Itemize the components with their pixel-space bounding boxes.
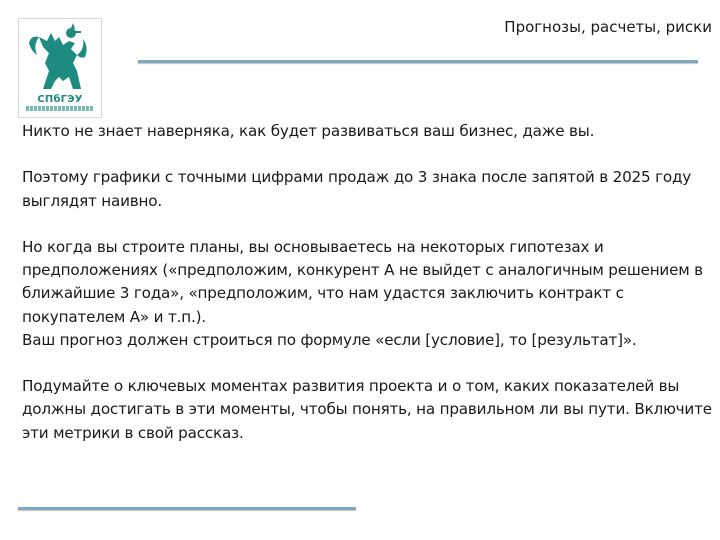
- paragraph-intro: Никто не знает наверняка, как будет развиваться ваш бизнес, даже вы.: [22, 122, 595, 140]
- paragraph-gap: [22, 352, 712, 375]
- footer-divider: [18, 507, 356, 510]
- logo-subtitle-line: [26, 106, 94, 111]
- paragraph-gap: [22, 213, 712, 236]
- paragraph-charts: Поэтому графики с точными цифрами продаж до 3 знака после запятой в 2025 году выглядят наивно.: [22, 168, 692, 210]
- body-text: [22, 120, 712, 445]
- header-divider: [138, 60, 698, 63]
- university-logo: [18, 18, 102, 118]
- paragraph-gap: [22, 143, 712, 166]
- paragraph-hypotheses: Но когда вы строите планы, вы основываетесь на некоторых гипотезах и предположениях («предположим, конкурент А не выйдет с аналогичным решением в ближайшие 3 года», «предположим, что нам удастся заключить контракт с покупателем А» и т.п.).: [22, 237, 703, 326]
- paragraph-metrics: Подумайте о ключевых моментах развития проекта и о том, каких показателей вы должны достигать в эти моменты, чтобы понять, на правильном ли вы пути. Включите эти метрики в свой рассказ.: [22, 377, 712, 442]
- griffin-logo-icon: [19, 19, 101, 95]
- page-title: Прогнозы, расчеты, риски: [504, 18, 712, 36]
- logo-text: СПбГЭУ: [37, 94, 83, 105]
- paragraph-formula: Ваш прогноз должен строиться по формуле «если [условие], то [результат]».: [22, 330, 637, 349]
